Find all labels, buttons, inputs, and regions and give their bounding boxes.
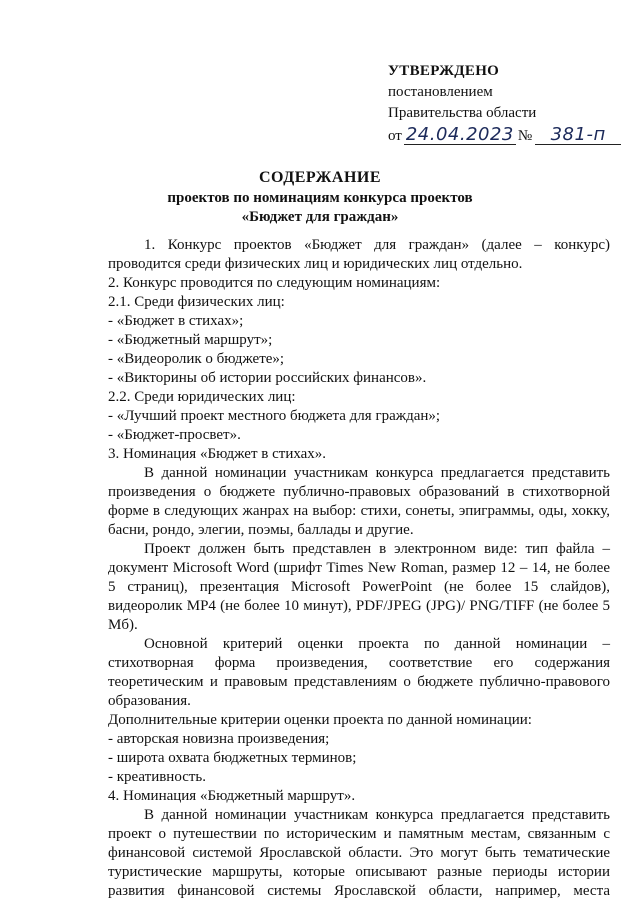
document-body: [108, 236, 610, 901]
approval-government: Правительства области: [388, 105, 537, 121]
list-item: - «Бюджет-просвет».: [108, 427, 241, 443]
paragraph-format-requirements: Проект должен быть представлен в электронном виде: тип файла – документ Microsoft Word (шрифт Times New Roman, размер 12 – 14, не более 5 страниц), презентация Microsoft PowerPoint (не более 15 слайдов), видеоролик MP4 (не более 10 минут), PDF/JPEG (JPG)/ PNG/TIFF (не более 5 Мб).: [108, 541, 610, 633]
list-item: - широта охвата бюджетных терминов;: [108, 750, 357, 766]
handwritten-number: 381-п: [535, 125, 621, 145]
approval-block: [388, 62, 618, 146]
handwritten-date: 24.04.2023: [405, 124, 514, 145]
document-title: [40, 168, 600, 227]
approval-heading: УТВЕРЖДЕНО: [388, 63, 500, 79]
number-sign: №: [517, 128, 533, 144]
paragraph-4-text: В данной номинации участникам конкурса предлагается представить проект о путешествии по историческим и памятным местам, связанным с финансовой системой Ярославской области. Это могут быть тематические туристические маршруты, которые описывают разные периоды истории развития финансовой системы Ярославской области, например, места: [108, 807, 610, 899]
title-contest-name: «Бюджет для граждан»: [241, 209, 399, 225]
list-item: - креативность.: [108, 769, 207, 785]
paragraph-3-text: В данной номинации участникам конкурса предлагается представить произведения о бюджете публично-правовых образований в стихотворной форме в следующих жанрах на выбор: стихи, сонеты, эпиграммы, оды, хокку, басни, рондо, элегии, поэмы, баллады и другие.: [108, 465, 610, 538]
list-item: - «Видеоролик о бюджете»;: [108, 351, 285, 367]
paragraph-2: 2. Конкурс проводится по следующим номинациям:: [108, 275, 441, 291]
paragraph-2-1: 2.1. Среди физических лиц:: [108, 294, 285, 310]
list-item: - «Викторины об истории российских финансов».: [108, 370, 427, 386]
list-item: - «Лучший проект местного бюджета для граждан»;: [108, 408, 441, 424]
title-subtitle: проектов по номинациям конкурса проектов: [167, 190, 473, 206]
date-prefix: от: [388, 128, 402, 144]
approval-resolution: постановлением: [388, 84, 493, 100]
list-item: - авторская новизна произведения;: [108, 731, 330, 747]
paragraph-extra-criteria: Дополнительные критерии оценки проекта по данной номинации:: [108, 712, 532, 728]
paragraph-2-2: 2.2. Среди юридических лиц:: [108, 389, 296, 405]
title-heading: СОДЕРЖАНИЕ: [258, 169, 382, 186]
paragraph-4-heading: 4. Номинация «Бюджетный маршрут».: [108, 788, 356, 804]
paragraph-main-criterion: Основной критерий оценки проекта по данной номинации – стихотворная форма произведения, соответствие его содержания теоретическим и правовым представлениям о бюджете публично-правового образования.: [108, 636, 610, 709]
list-item: - «Бюджетный маршрут»;: [108, 332, 273, 348]
paragraph-3-heading: 3. Номинация «Бюджет в стихах».: [108, 446, 327, 462]
list-item: - «Бюджет в стихах»;: [108, 313, 244, 329]
paragraph-1: 1. Конкурс проектов «Бюджет для граждан» (далее – конкурс) проводится среди физических лиц и юридических лиц отдельно.: [108, 237, 610, 272]
approval-date-number: [388, 125, 618, 146]
